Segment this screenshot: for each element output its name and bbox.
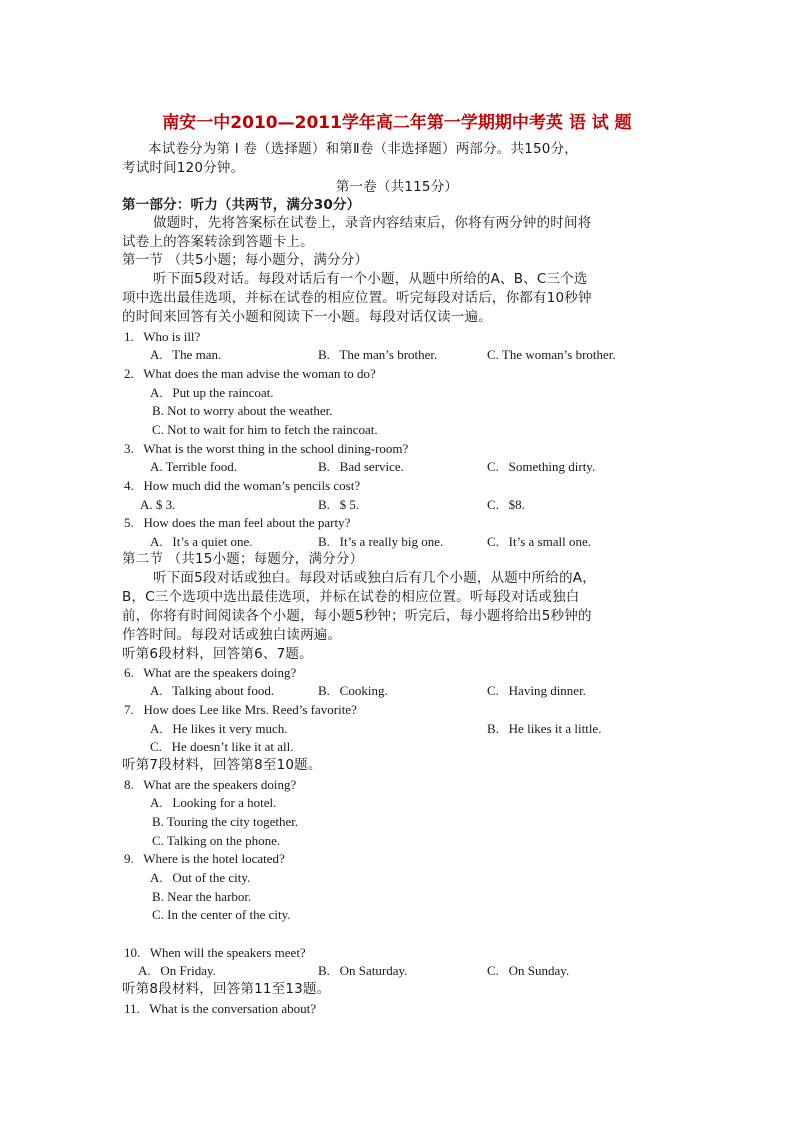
section-description: 前，你将有时间阅读各个小题，每小题5秒钟；听完后，每小题将给出5秒钟的 bbox=[122, 608, 592, 624]
option-b: B. It’s a really big one. bbox=[318, 534, 444, 549]
part-description: 做题时，先将答案标在试卷上，录音内容结束后，你将有两分钟的时间将 bbox=[153, 215, 592, 231]
option-b: B. Cooking. bbox=[318, 683, 388, 698]
question-stem: 6. What are the speakers doing? bbox=[124, 665, 297, 680]
option-a: A. Terrible food. bbox=[150, 459, 237, 474]
intro-text: 本试卷分为第 I 卷（选择题）和第Ⅱ卷（非选择题）两部分。共150分， bbox=[148, 141, 578, 157]
option-c: C. Not to wait for him to fetch the raincoat. bbox=[152, 422, 378, 437]
option-a: A. $ 3. bbox=[140, 497, 176, 512]
option-b: B. $ 5. bbox=[318, 497, 360, 512]
part-heading: 第一部分：听力（共两节，满分30分） bbox=[122, 197, 361, 213]
section-heading: 第一节 （共5小题；每小题分，满分分） bbox=[122, 252, 369, 268]
option-a: A. On Friday. bbox=[138, 963, 216, 978]
section-description: B，C三个选项中选出最佳选项，并标在试卷的相应位置。听每段对话或独白 bbox=[122, 589, 580, 605]
option-b: B. He likes it a little. bbox=[487, 721, 602, 736]
option-c: C. It’s a small one. bbox=[487, 534, 591, 549]
option-a: A. It’s a quiet one. bbox=[150, 534, 253, 549]
question-stem: 8. What are the speakers doing? bbox=[124, 777, 297, 792]
section-heading: 第二节 （共15小题；每题分，满分分） bbox=[122, 551, 364, 567]
question-stem: 11. What is the conversation about? bbox=[124, 1001, 317, 1016]
page-title: 南安一中2010—2011学年高二年第一学期期中考英 语 试 题 bbox=[162, 113, 632, 133]
question-stem: 3. What is the worst thing in the school dining-room? bbox=[124, 441, 409, 456]
option-c: C. On Sunday. bbox=[487, 963, 570, 978]
option-c: C. He doesn’t like it at all. bbox=[150, 739, 294, 754]
option-c: C. Something dirty. bbox=[487, 459, 596, 474]
option-b: B. The man’s brother. bbox=[318, 347, 438, 362]
section-description: 听下面5段对话。每段对话后有一个小题，从题中所给的A、B、C三个选 bbox=[153, 271, 588, 287]
material-instruction: 听第6段材料，回答第6、7题。 bbox=[122, 646, 313, 662]
question-stem: 7. How does Lee like Mrs. Reed’s favorite? bbox=[124, 702, 357, 717]
option-a: A. Put up the raincoat. bbox=[150, 385, 274, 400]
volume-title: 第一卷（共115分） bbox=[335, 179, 459, 195]
material-instruction: 听第7段材料，回答第8至10题。 bbox=[122, 757, 322, 773]
question-stem: 4. How much did the woman’s pencils cost? bbox=[124, 478, 361, 493]
option-a: A. The man. bbox=[150, 347, 222, 362]
option-a: A. Talking about food. bbox=[150, 683, 275, 698]
section-description: 的时间来回答有关小题和阅读下一小题。每段对话仅读一遍。 bbox=[122, 309, 492, 325]
section-description: 作答时间。每段对话或独白读两遍。 bbox=[122, 627, 342, 643]
material-instruction: 听第8段材料，回答第11至13题。 bbox=[122, 981, 331, 997]
option-c: C. The woman’s brother. bbox=[487, 347, 616, 362]
option-a: A. He likes it very much. bbox=[150, 721, 288, 736]
option-c: C. Talking on the phone. bbox=[152, 833, 281, 848]
option-c: C. $8. bbox=[487, 497, 525, 512]
option-a: A. Looking for a hotel. bbox=[150, 795, 277, 810]
option-a: A. Out of the city. bbox=[150, 870, 251, 885]
option-b: B. Touring the city together. bbox=[152, 814, 299, 829]
option-b: B. Not to worry about the weather. bbox=[152, 403, 333, 418]
question-stem: 9. Where is the hotel located? bbox=[124, 851, 285, 866]
option-b: B. Near the harbor. bbox=[152, 889, 252, 904]
option-c: C. Having dinner. bbox=[487, 683, 586, 698]
intro-text: 考试时间120分钟。 bbox=[122, 160, 245, 176]
option-c: C. In the center of the city. bbox=[152, 907, 291, 922]
option-b: B. On Saturday. bbox=[318, 963, 408, 978]
section-description: 听下面5段对话或独白。每段对话或独白后有几个小题，从题中所给的A， bbox=[153, 570, 596, 586]
question-stem: 10. When will the speakers meet? bbox=[124, 945, 306, 960]
question-stem: 1. Who is ill? bbox=[124, 329, 201, 344]
question-stem: 5. How does the man feel about the party? bbox=[124, 515, 351, 530]
part-description: 试卷上的答案转涂到答题卡上。 bbox=[122, 234, 314, 250]
question-stem: 2. What does the man advise the woman to do? bbox=[124, 366, 376, 381]
section-description: 项中选出最佳选项，并标在试卷的相应位置。听完每段对话后，你都有10秒钟 bbox=[122, 290, 592, 306]
option-b: B. Bad service. bbox=[318, 459, 404, 474]
